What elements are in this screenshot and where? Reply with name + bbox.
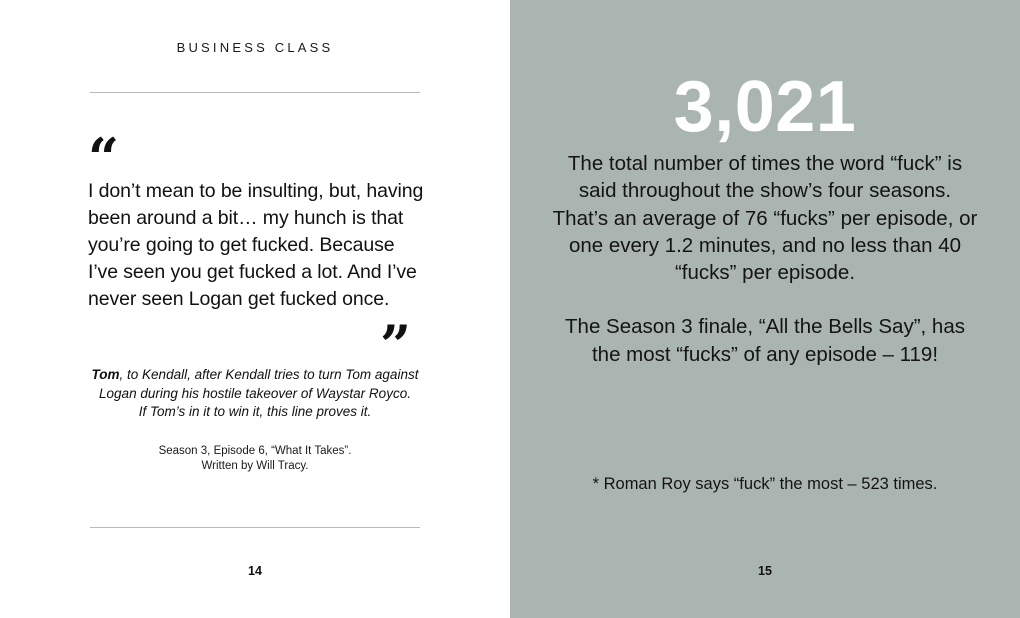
quote-attribution [90,366,420,422]
right-page [510,0,1020,618]
attribution-detail: , to Kendall, after Kendall tries to turn Tom against Logan during his hostile takeover of Waystar Royco. [99,367,419,401]
top-divider [90,92,420,93]
statistic-body [550,150,980,368]
bottom-divider [90,527,420,528]
attribution-note: If Tom’s in it to win it, this line proves it. [138,404,372,419]
chapter-title: BUSINESS CLASS [176,40,334,55]
statistic-number: 3,021 [673,67,857,147]
page-number-left: 14 [248,564,262,578]
statistic-paragraph-1: The total number of times the word “fuck” is said throughout the show’s four seasons. That’s an average of 76 “fucks” per episode, or one every 1.2 minutes, and no less than 40 “fucks” per episode. [552,152,978,285]
quote-text: I don’t mean to be insulting, but, having been around a bit… my hunch is that you’re going to get fucked. Because I’ve seen you get fucked a lot. And I’ve never seen Logan get fucked once. [88,180,424,310]
statistic-footnote: * Roman Roy says “fuck” the most – 523 times. [592,475,938,493]
quote-source [90,444,420,474]
close-quote-icon: ” [380,313,412,377]
open-quote-icon: “ [88,126,120,190]
page-number-right: 15 [758,564,772,578]
attribution-speaker: Tom [91,367,120,382]
source-episode: Season 3, Episode 6, “What It Takes”. [158,445,352,457]
statistic-paragraph-2: The Season 3 finale, “All the Bells Say”, has the most “fucks” of any episode – 119! [565,315,965,366]
source-writer: Written by Will Tracy. [201,460,309,472]
